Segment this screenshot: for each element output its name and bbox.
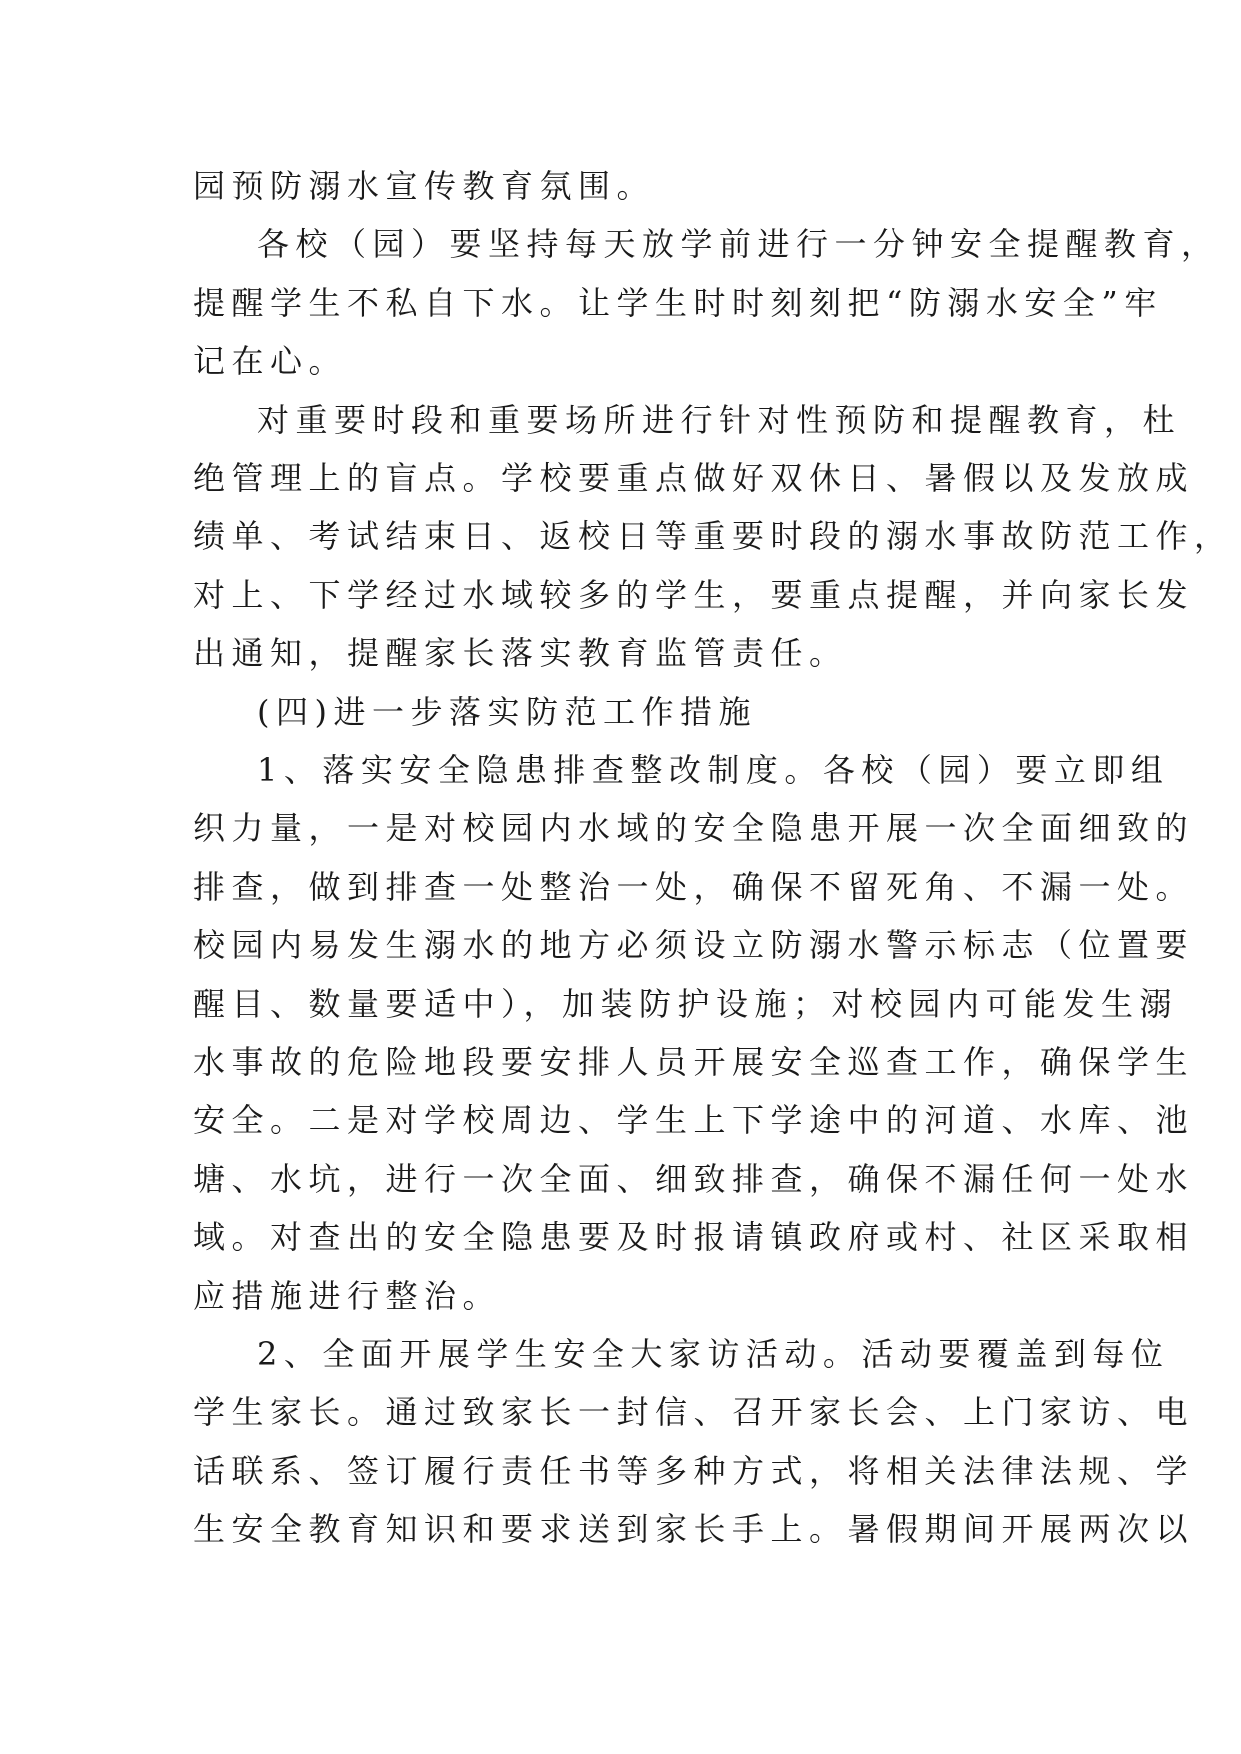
- text-line: 应措施进行整治。: [193, 1277, 502, 1315]
- text-line: 排查，做到排查一处整治一处，确保不留死角、不漏一处。: [193, 868, 1195, 906]
- text-line: 安全。二是对学校周边、学生上下学途中的河道、水库、池: [193, 1101, 1195, 1139]
- text-line: 绩单、考试结束日、返校日等重要时段的溺水事故防范工作，: [193, 517, 1233, 555]
- text-line: 2、全面开展学生安全大家访活动。活动要覆盖到每位: [257, 1335, 1170, 1373]
- text-line: 出通知，提醒家长落实教育监管责任。: [193, 634, 848, 672]
- text-line: 校园内易发生溺水的地方必须设立防溺水警示标志（位置要: [193, 926, 1195, 964]
- text-line: 提醒学生不私自下水。让学生时时刻刻把“防溺水安全”牢: [193, 284, 1163, 322]
- text-line: 绝管理上的盲点。学校要重点做好双休日、暑假以及发放成: [193, 459, 1195, 497]
- text-line: 1、落实安全隐患排查整改制度。各校（园）要立即组: [257, 751, 1170, 789]
- text-line: 织力量，一是对校园内水域的安全隐患开展一次全面细致的: [193, 809, 1195, 847]
- text-line: 记在心。: [193, 342, 348, 380]
- text-line: 话联系、签订履行责任书等多种方式，将相关法律法规、学: [193, 1452, 1195, 1490]
- text-line: 醒目、数量要适中），加装防护设施；对校园内可能发生溺: [193, 985, 1179, 1023]
- section-heading: (四)进一步落实防范工作措施: [257, 693, 757, 731]
- text-line: 域。对查出的安全隐患要及时报请镇政府或村、社区采取相: [193, 1218, 1195, 1256]
- text-line: 水事故的危险地段要安排人员开展安全巡查工作，确保学生: [193, 1043, 1195, 1081]
- text-line: 学生家长。通过致家长一封信、召开家长会、上门家访、电: [193, 1393, 1195, 1431]
- text-line: 生安全教育知识和要求送到家长手上。暑假期间开展两次以: [193, 1510, 1195, 1548]
- text-line: 对重要时段和重要场所进行针对性预防和提醒教育，杜: [257, 401, 1182, 439]
- text-line: 各校（园）要坚持每天放学前进行一分钟安全提醒教育，: [257, 225, 1220, 263]
- text-line: 塘、水坑，进行一次全面、细致排查，确保不漏任何一处水: [193, 1160, 1195, 1198]
- text-line: 园预防溺水宣传教育氛围。: [193, 167, 656, 205]
- text-line: 对上、下学经过水域较多的学生，要重点提醒，并向家长发: [193, 576, 1195, 614]
